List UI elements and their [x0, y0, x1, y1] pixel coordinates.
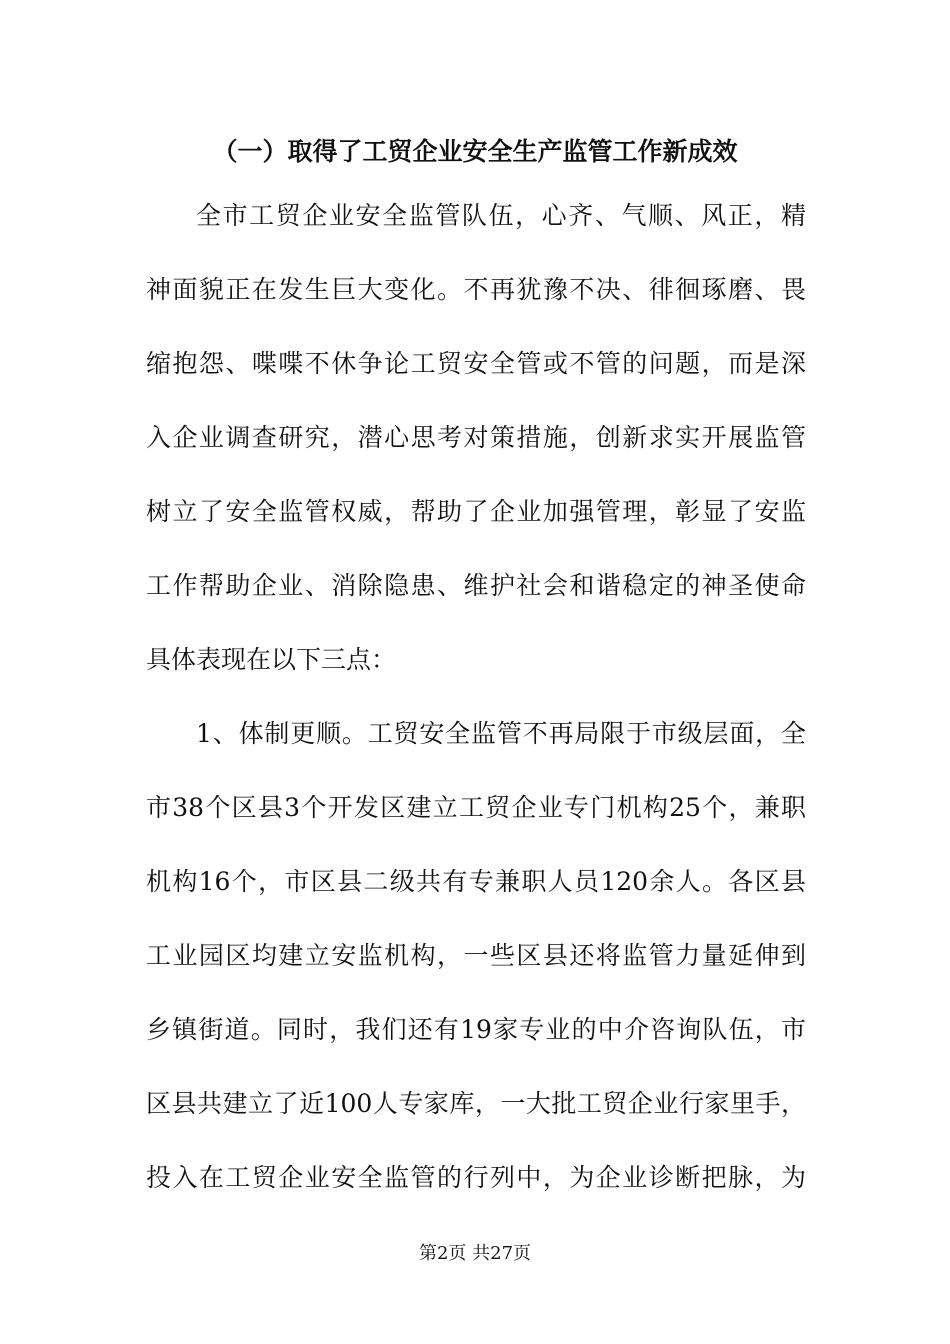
paragraph-line: 区县共建立了近100人专家库，一大批工贸企业行家里手， [146, 1089, 806, 1118]
page-footer: 第2页 共27页 [418, 1243, 532, 1264]
paragraph-line: 市38个区县3个开发区建立工贸企业专门机构25个，兼职 [146, 793, 806, 822]
section-heading: （一）取得了工贸企业安全生产监管工作新成效 [212, 137, 738, 166]
paragraph-line: 全市工贸企业安全监管队伍，心齐、气顺、风正，精 [196, 201, 806, 230]
paragraph-line: 入企业调查研究，潜心思考对策措施，创新求实开展监管 [146, 423, 806, 452]
paragraph-line: 投入在工贸企业安全监管的行列中，为企业诊断把脉，为 [146, 1163, 806, 1192]
paragraph-line: 工作帮助企业、消除隐患、维护社会和谐稳定的神圣使命 [146, 571, 806, 600]
paragraph-line: 神面貌正在发生巨大变化。不再犹豫不决、徘徊琢磨、畏 [146, 275, 806, 304]
paragraph-line: 缩抱怨、喋喋不休争论工贸安全管或不管的问题，而是深 [146, 349, 806, 378]
paragraph-line: 1、体制更顺。工贸安全监管不再局限于市级层面，全 [196, 719, 806, 748]
paragraph-line: 具体表现在以下三点： [146, 645, 397, 674]
paragraph-line: 工业园区均建立安监机构，一些区县还将监管力量延伸到 [146, 941, 806, 970]
paragraph-line: 乡镇街道。同时，我们还有19家专业的中介咨询队伍，市 [146, 1015, 806, 1044]
paragraph-line: 树立了安全监管权威，帮助了企业加强管理，彰显了安监 [146, 497, 806, 526]
paragraph-line: 机构16个，市区县二级共有专兼职人员120余人。各区县 [146, 867, 806, 896]
